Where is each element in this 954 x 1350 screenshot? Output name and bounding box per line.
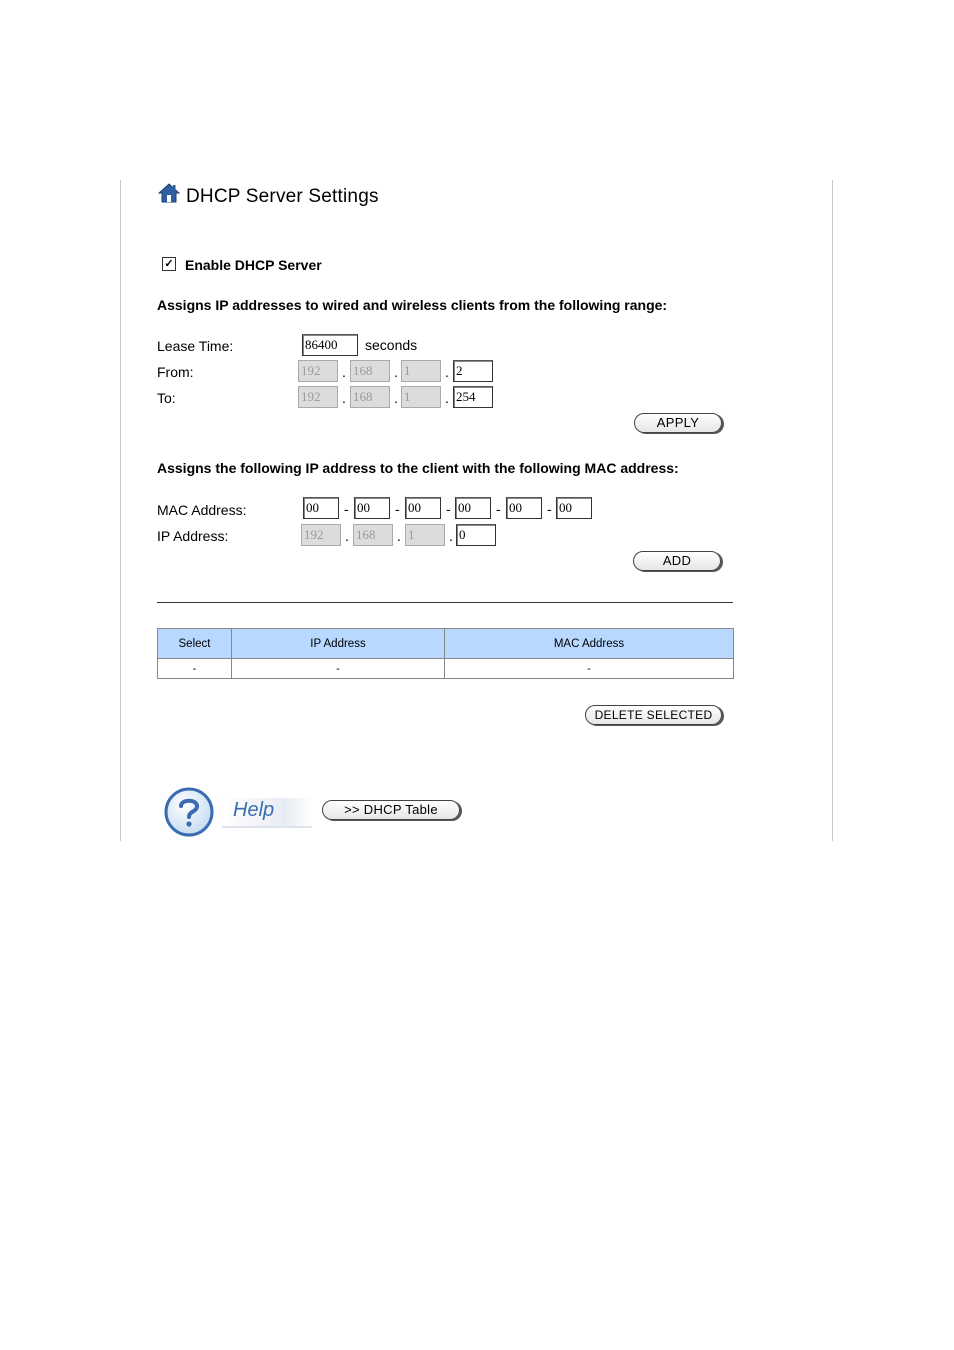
static-lease-table xyxy=(157,628,734,679)
from-octet-1: 192 xyxy=(298,360,338,382)
to-octet-4-input[interactable]: 254 xyxy=(453,386,493,408)
octet-separator: . xyxy=(342,390,346,406)
apply-button[interactable]: APPLY xyxy=(634,413,722,433)
octet-separator: . xyxy=(394,364,398,380)
help-link[interactable]: Help xyxy=(233,799,275,821)
to-octet-1: 192 xyxy=(298,386,338,408)
octet-separator: . xyxy=(397,528,401,544)
mac-address-label: MAC Address: xyxy=(157,502,247,518)
help-question-icon[interactable] xyxy=(164,787,214,837)
from-label: From: xyxy=(157,364,194,380)
mac-part-1-input[interactable]: 00 xyxy=(303,497,339,519)
ip-octet-3: 1 xyxy=(405,524,445,546)
mac-separator: - xyxy=(547,501,552,517)
mac-part-4-input[interactable]: 00 xyxy=(455,497,491,519)
from-octet-3: 1 xyxy=(401,360,441,382)
mac-separator: - xyxy=(446,501,451,517)
lease-time-label: Lease Time: xyxy=(157,338,234,354)
table-cell-mac: - xyxy=(445,659,734,679)
divider xyxy=(157,602,733,603)
table-cell-ip: - xyxy=(232,659,445,679)
page-title: DHCP Server Settings xyxy=(186,186,379,207)
column-header-ip-address: IP Address xyxy=(232,629,445,659)
ip-octet-2: 168 xyxy=(353,524,393,546)
column-header-mac-address: MAC Address xyxy=(445,629,734,659)
enable-dhcp-label: Enable DHCP Server xyxy=(185,257,322,273)
to-octet-3: 1 xyxy=(401,386,441,408)
range-heading: Assigns IP addresses to wired and wireless clients from the following range: xyxy=(157,297,668,313)
enable-dhcp-checkbox[interactable]: ✓ xyxy=(162,257,176,271)
to-label: To: xyxy=(157,390,176,406)
table-row xyxy=(158,659,734,679)
table-cell-select: - xyxy=(158,659,232,679)
mac-separator: - xyxy=(344,501,349,517)
table-header-row xyxy=(158,629,734,659)
octet-separator: . xyxy=(345,528,349,544)
mac-part-6-input[interactable]: 00 xyxy=(556,497,592,519)
mac-separator: - xyxy=(496,501,501,517)
ip-octet-1: 192 xyxy=(301,524,341,546)
static-heading: Assigns the following IP address to the client with the following MAC address: xyxy=(157,460,679,476)
lease-time-unit: seconds xyxy=(365,337,418,353)
delete-selected-button[interactable]: DELETE SELECTED xyxy=(585,705,722,725)
lease-time-input[interactable]: 86400 xyxy=(302,334,358,356)
add-button[interactable]: ADD xyxy=(633,551,721,571)
from-octet-2: 168 xyxy=(350,360,390,382)
home-icon xyxy=(158,182,180,204)
mac-part-3-input[interactable]: 00 xyxy=(405,497,441,519)
octet-separator: . xyxy=(449,528,453,544)
ip-address-label: IP Address: xyxy=(157,528,229,544)
octet-separator: . xyxy=(445,364,449,380)
column-header-select: Select xyxy=(158,629,232,659)
octet-separator: . xyxy=(445,390,449,406)
mac-part-5-input[interactable]: 00 xyxy=(506,497,542,519)
dhcp-table-button[interactable]: >> DHCP Table xyxy=(322,800,460,820)
to-octet-2: 168 xyxy=(350,386,390,408)
from-octet-4-input[interactable]: 2 xyxy=(453,360,493,382)
mac-part-2-input[interactable]: 00 xyxy=(354,497,390,519)
mac-separator: - xyxy=(395,501,400,517)
octet-separator: . xyxy=(394,390,398,406)
ip-octet-4-input[interactable]: 0 xyxy=(456,524,496,546)
octet-separator: . xyxy=(342,364,346,380)
